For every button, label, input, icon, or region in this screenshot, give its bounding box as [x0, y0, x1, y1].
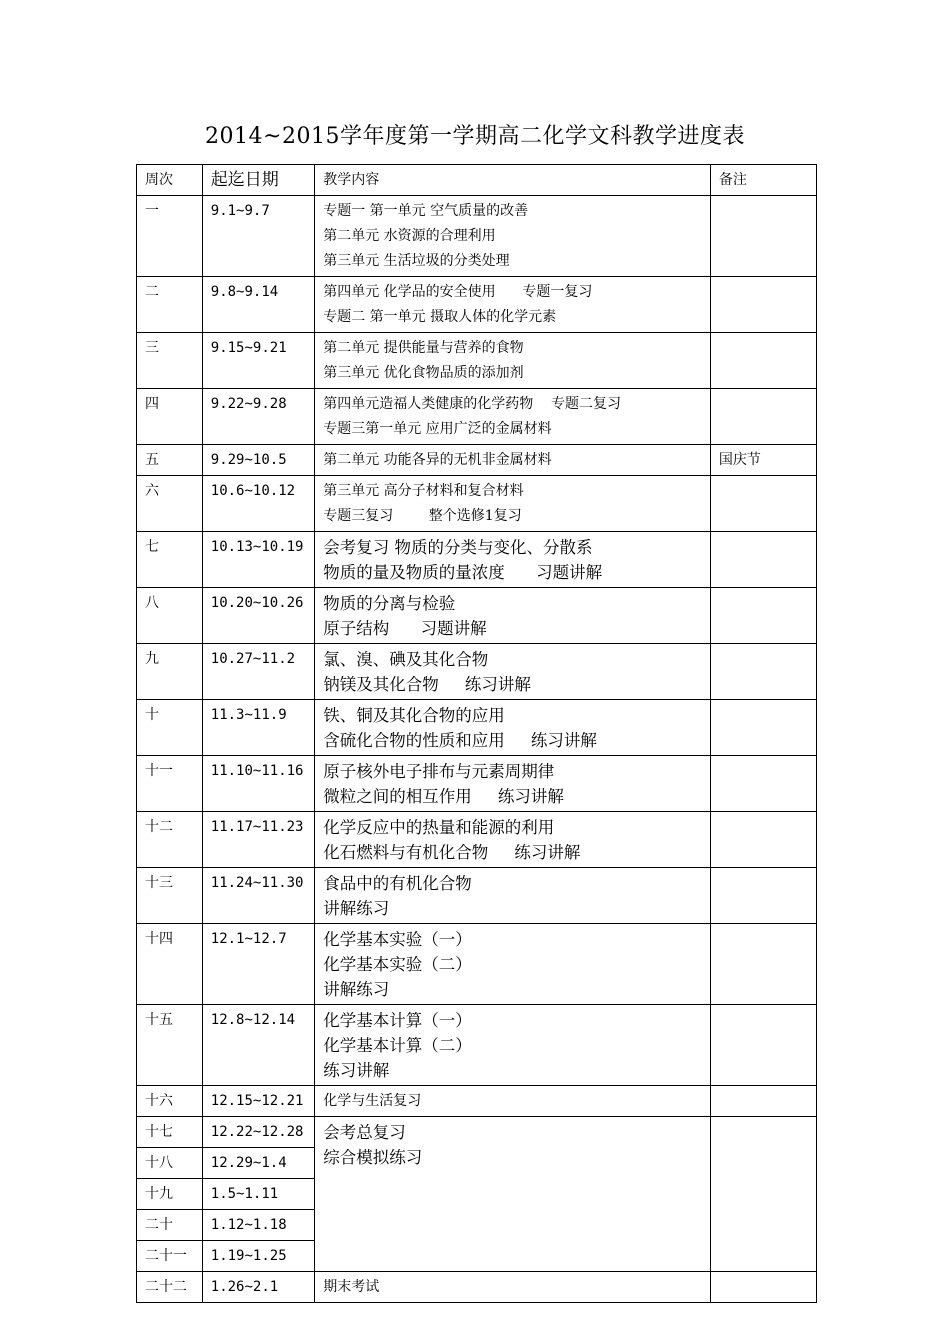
table-row — [137, 700, 817, 756]
content-line: 原子核外电子排布与元素周期律 — [323, 762, 555, 781]
content-cell — [315, 532, 711, 588]
content-line: 专题一 第一单元 空气质量的改善 — [323, 203, 529, 219]
content-line: 化学基本实验（二） — [323, 955, 472, 974]
content-cell — [315, 868, 711, 924]
date-cell: 9.15~9.21 — [202, 333, 314, 389]
date-cell: 10.6~10.12 — [202, 476, 314, 532]
date-cell: 9.1~9.7 — [202, 196, 314, 277]
content-line: 专题三复习 整个选修1复习 — [323, 508, 522, 524]
week-cell: 十 — [137, 700, 203, 756]
content-line: 专题二 第一单元 摄取人体的化学元素 — [323, 309, 557, 325]
content-cell — [315, 588, 711, 644]
content-line: 期末考试 — [323, 1279, 380, 1295]
week-cell: 四 — [137, 389, 203, 445]
week-cell: 十二 — [137, 812, 203, 868]
content-line: 第二单元 功能各异的无机非金属材料 — [323, 452, 552, 468]
week-cell: 二十一 — [137, 1241, 203, 1272]
content-cell — [315, 277, 711, 333]
date-cell: 9.29~10.5 — [202, 445, 314, 476]
content-line: 第二单元 水资源的合理利用 — [323, 228, 496, 244]
content-line: 专题三第一单元 应用广泛的金属材料 — [323, 421, 552, 437]
table-row — [137, 1117, 817, 1148]
table-row — [137, 1272, 817, 1303]
week-cell: 十八 — [137, 1148, 203, 1179]
page-title: 2014~2015学年度第一学期高二化学文科教学进度表 — [205, 124, 745, 149]
week-cell: 七 — [137, 532, 203, 588]
week-cell: 九 — [137, 644, 203, 700]
note-cell — [710, 1117, 816, 1272]
date-cell: 1.26~2.1 — [202, 1272, 314, 1303]
content-line: 化学基本计算（一） — [323, 1011, 472, 1030]
note-cell — [710, 1005, 816, 1086]
week-cell: 二 — [137, 277, 203, 333]
note-cell — [710, 196, 816, 277]
date-cell: 12.1~12.7 — [202, 924, 314, 1005]
note-cell — [710, 700, 816, 756]
week-cell: 六 — [137, 476, 203, 532]
week-cell: 十四 — [137, 924, 203, 1005]
content-cell — [315, 700, 711, 756]
content-line: 钠镁及其化合物 练习讲解 — [323, 675, 531, 694]
content-cell — [315, 924, 711, 1005]
content-cell — [315, 644, 711, 700]
content-cell — [315, 445, 711, 476]
table-row — [137, 532, 817, 588]
header-content: 教学内容 — [315, 165, 711, 196]
week-cell: 十五 — [137, 1005, 203, 1086]
content-cell — [315, 196, 711, 277]
week-cell: 十九 — [137, 1179, 203, 1210]
table-row — [137, 756, 817, 812]
date-cell: 12.29~1.4 — [202, 1148, 314, 1179]
content-line: 化学与生活复习 — [323, 1093, 422, 1109]
content-line: 会考总复习 — [323, 1123, 406, 1142]
content-line: 练习讲解 — [323, 1061, 390, 1080]
date-cell: 12.15~12.21 — [202, 1086, 314, 1117]
content-line: 物质的分离与检验 — [323, 594, 456, 613]
content-line: 原子结构 习题讲解 — [323, 619, 487, 638]
date-cell: 10.27~11.2 — [202, 644, 314, 700]
content-line: 第四单元造福人类健康的化学药物 专题二复习 — [323, 396, 622, 412]
note-cell: 国庆节 — [710, 445, 816, 476]
content-line: 讲解练习 — [323, 980, 390, 999]
content-cell — [315, 1005, 711, 1086]
week-cell: 十三 — [137, 868, 203, 924]
table-row — [137, 868, 817, 924]
schedule-table — [136, 164, 817, 1303]
content-line: 化学基本计算（二） — [323, 1036, 472, 1055]
content-line: 会考复习 物质的分类与变化、分散系 — [323, 538, 593, 557]
date-cell: 11.24~11.30 — [202, 868, 314, 924]
date-cell: 9.22~9.28 — [202, 389, 314, 445]
content-cell — [315, 389, 711, 445]
date-cell: 1.19~1.25 — [202, 1241, 314, 1272]
date-cell: 11.10~11.16 — [202, 756, 314, 812]
date-cell: 12.22~12.28 — [202, 1117, 314, 1148]
note-cell — [710, 924, 816, 1005]
content-line: 第二单元 提供能量与营养的食物 — [323, 340, 524, 356]
content-line: 食品中的有机化合物 — [323, 874, 472, 893]
content-line: 第三单元 高分子材料和复合材料 — [323, 483, 524, 499]
note-cell — [710, 588, 816, 644]
date-cell: 12.8~12.14 — [202, 1005, 314, 1086]
header-week: 周次 — [137, 165, 203, 196]
content-cell — [315, 1117, 711, 1272]
note-cell — [710, 389, 816, 445]
note-cell — [710, 812, 816, 868]
content-line: 综合模拟练习 — [323, 1148, 423, 1167]
table-row — [137, 277, 817, 333]
table-row — [137, 812, 817, 868]
content-cell — [315, 333, 711, 389]
week-cell: 十六 — [137, 1086, 203, 1117]
table-row — [137, 445, 817, 476]
note-cell — [710, 868, 816, 924]
week-cell: 十一 — [137, 756, 203, 812]
header-row — [137, 165, 817, 196]
note-cell — [710, 644, 816, 700]
content-line: 第四单元 化学品的安全使用 专题一复习 — [323, 284, 593, 300]
week-cell: 三 — [137, 333, 203, 389]
table-row — [137, 588, 817, 644]
header-dates: 起迄日期 — [202, 165, 314, 196]
note-cell — [710, 1086, 816, 1117]
table-row — [137, 644, 817, 700]
note-cell — [710, 1272, 816, 1303]
content-line: 氯、溴、碘及其化合物 — [323, 650, 489, 669]
content-line: 化学反应中的热量和能源的利用 — [323, 818, 555, 837]
table-row — [137, 476, 817, 532]
content-cell — [315, 476, 711, 532]
note-cell — [710, 333, 816, 389]
table-row — [137, 924, 817, 1005]
content-line: 讲解练习 — [323, 899, 390, 918]
note-cell — [710, 476, 816, 532]
date-cell: 9.8~9.14 — [202, 277, 314, 333]
week-cell: 二十二 — [137, 1272, 203, 1303]
content-line: 含硫化合物的性质和应用 练习讲解 — [323, 731, 597, 750]
content-line: 化石燃料与有机化合物 练习讲解 — [323, 843, 581, 862]
note-cell — [710, 756, 816, 812]
date-cell: 10.20~10.26 — [202, 588, 314, 644]
note-cell — [710, 532, 816, 588]
table-row — [137, 1005, 817, 1086]
week-cell: 二十 — [137, 1210, 203, 1241]
content-line: 第三单元 优化食物品质的添加剂 — [323, 365, 524, 381]
note-cell — [710, 277, 816, 333]
week-cell: 五 — [137, 445, 203, 476]
week-cell: 十七 — [137, 1117, 203, 1148]
date-cell: 11.3~11.9 — [202, 700, 314, 756]
content-cell — [315, 812, 711, 868]
table-row — [137, 196, 817, 277]
date-cell: 11.17~11.23 — [202, 812, 314, 868]
content-cell — [315, 756, 711, 812]
table-row — [137, 389, 817, 445]
week-cell: 一 — [137, 196, 203, 277]
header-note: 备注 — [710, 165, 816, 196]
content-line: 第三单元 生活垃圾的分类处理 — [323, 253, 510, 269]
date-cell: 10.13~10.19 — [202, 532, 314, 588]
table-row — [137, 333, 817, 389]
content-line: 物质的量及物质的量浓度 习题讲解 — [323, 563, 603, 582]
content-line: 化学基本实验（一） — [323, 930, 472, 949]
table-row — [137, 1086, 817, 1117]
content-cell — [315, 1272, 711, 1303]
content-cell — [315, 1086, 711, 1117]
week-cell: 八 — [137, 588, 203, 644]
content-line: 铁、铜及其化合物的应用 — [323, 706, 505, 725]
date-cell: 1.12~1.18 — [202, 1210, 314, 1241]
date-cell: 1.5~1.11 — [202, 1179, 314, 1210]
content-line: 微粒之间的相互作用 练习讲解 — [323, 787, 564, 806]
